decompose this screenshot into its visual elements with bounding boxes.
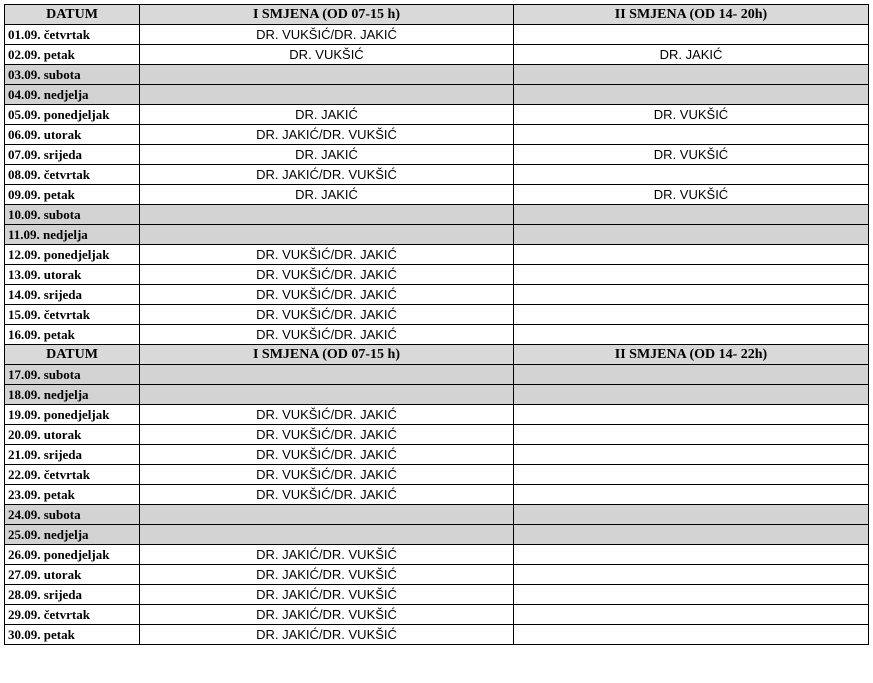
date-cell: 28.09. srijeda: [5, 585, 140, 605]
shift2-cell: [514, 225, 869, 245]
schedule-row: [5, 585, 869, 605]
schedule-row: [5, 165, 869, 185]
shift1-cell: DR. JAKIĆ/DR. VUKŠIĆ: [140, 625, 514, 645]
shift2-cell: [514, 465, 869, 485]
shift1-cell: [140, 365, 514, 385]
shift2-cell: [514, 325, 869, 345]
weekend-row: [5, 505, 869, 525]
header-row: [5, 345, 869, 365]
date-cell: 21.09. srijeda: [5, 445, 140, 465]
date-cell: 05.09. ponedjeljak: [5, 105, 140, 125]
shift1-cell: DR. JAKIĆ: [140, 185, 514, 205]
shift1-cell: DR. JAKIĆ/DR. VUKŠIĆ: [140, 565, 514, 585]
date-cell: 12.09. ponedjeljak: [5, 245, 140, 265]
date-cell: 18.09. nedjelja: [5, 385, 140, 405]
shift1-cell: DR. JAKIĆ: [140, 145, 514, 165]
shift1-cell: DR. VUKŠIĆ/DR. JAKIĆ: [140, 445, 514, 465]
schedule-row: [5, 545, 869, 565]
date-cell: 14.09. srijeda: [5, 285, 140, 305]
shift2-cell: [514, 525, 869, 545]
schedule-row: [5, 625, 869, 645]
schedule-row: [5, 465, 869, 485]
shift1-cell: [140, 505, 514, 525]
schedule-row: [5, 405, 869, 425]
schedule-row: [5, 605, 869, 625]
shift2-cell: DR. VUKŠIĆ: [514, 145, 869, 165]
date-cell: 08.09. četvrtak: [5, 165, 140, 185]
shift2-cell: [514, 605, 869, 625]
date-cell: 25.09. nedjelja: [5, 525, 140, 545]
schedule-row: [5, 245, 869, 265]
shift1-cell: DR. VUKŠIĆ/DR. JAKIĆ: [140, 285, 514, 305]
shift2-cell: [514, 285, 869, 305]
shift1-cell: DR. JAKIĆ/DR. VUKŠIĆ: [140, 605, 514, 625]
date-cell: 20.09. utorak: [5, 425, 140, 445]
shift2-cell: [514, 165, 869, 185]
shift2-cell: [514, 25, 869, 45]
schedule-row: [5, 25, 869, 45]
shift1-cell: DR. VUKŠIĆ: [140, 45, 514, 65]
shift1-cell: DR. JAKIĆ/DR. VUKŠIĆ: [140, 545, 514, 565]
shift2-cell: [514, 245, 869, 265]
date-cell: 01.09. četvrtak: [5, 25, 140, 45]
date-cell: 04.09. nedjelja: [5, 85, 140, 105]
date-cell: 02.09. petak: [5, 45, 140, 65]
date-cell: 30.09. petak: [5, 625, 140, 645]
shift2-cell: [514, 65, 869, 85]
schedule-body: [5, 5, 869, 645]
shift1-cell: DR. JAKIĆ/DR. VUKŠIĆ: [140, 585, 514, 605]
schedule-table: [4, 4, 869, 645]
date-cell: 27.09. utorak: [5, 565, 140, 585]
shift1-cell: DR. VUKŠIĆ/DR. JAKIĆ: [140, 245, 514, 265]
date-cell: 29.09. četvrtak: [5, 605, 140, 625]
shift1-cell: [140, 385, 514, 405]
shift2-cell: [514, 85, 869, 105]
shift2-cell: [514, 625, 869, 645]
schedule-row: [5, 285, 869, 305]
shift2-cell: [514, 205, 869, 225]
schedule-row: [5, 565, 869, 585]
shift2-cell: DR. VUKŠIĆ: [514, 105, 869, 125]
date-cell: 16.09. petak: [5, 325, 140, 345]
date-cell: 26.09. ponedjeljak: [5, 545, 140, 565]
date-cell: 03.09. subota: [5, 65, 140, 85]
shift2-cell: [514, 405, 869, 425]
schedule-row: [5, 265, 869, 285]
shift1-cell: DR. VUKŠIĆ/DR. JAKIĆ: [140, 485, 514, 505]
shift1-cell: [140, 225, 514, 245]
header-row: [5, 5, 869, 25]
shift1-cell: DR. VUKŠIĆ/DR. JAKIĆ: [140, 425, 514, 445]
column-header-shift2: II SMJENA (OD 14- 20h): [514, 5, 869, 25]
weekend-row: [5, 65, 869, 85]
shift2-cell: [514, 585, 869, 605]
weekend-row: [5, 365, 869, 385]
shift1-cell: [140, 85, 514, 105]
weekend-row: [5, 225, 869, 245]
shift1-cell: DR. VUKŠIĆ/DR. JAKIĆ: [140, 405, 514, 425]
column-header-shift2: II SMJENA (OD 14- 22h): [514, 345, 869, 365]
shift1-cell: DR. JAKIĆ/DR. VUKŠIĆ: [140, 165, 514, 185]
shift1-cell: DR. JAKIĆ/DR. VUKŠIĆ: [140, 125, 514, 145]
schedule-row: [5, 305, 869, 325]
column-header-shift1: I SMJENA (OD 07-15 h): [140, 345, 514, 365]
shift2-cell: [514, 365, 869, 385]
date-cell: 06.09. utorak: [5, 125, 140, 145]
schedule-row: [5, 145, 869, 165]
schedule-row: [5, 445, 869, 465]
date-cell: 19.09. ponedjeljak: [5, 405, 140, 425]
date-cell: 22.09. četvrtak: [5, 465, 140, 485]
date-cell: 11.09. nedjelja: [5, 225, 140, 245]
shift2-cell: [514, 445, 869, 465]
shift2-cell: [514, 305, 869, 325]
weekend-row: [5, 85, 869, 105]
date-cell: 13.09. utorak: [5, 265, 140, 285]
column-header-date: DATUM: [5, 5, 140, 25]
shift2-cell: [514, 545, 869, 565]
weekend-row: [5, 525, 869, 545]
shift2-cell: [514, 265, 869, 285]
weekend-row: [5, 205, 869, 225]
shift1-cell: [140, 205, 514, 225]
schedule-row: [5, 125, 869, 145]
shift1-cell: DR. VUKŠIĆ/DR. JAKIĆ: [140, 25, 514, 45]
shift1-cell: DR. VUKŠIĆ/DR. JAKIĆ: [140, 465, 514, 485]
date-cell: 09.09. petak: [5, 185, 140, 205]
shift1-cell: DR. VUKŠIĆ/DR. JAKIĆ: [140, 305, 514, 325]
shift2-cell: [514, 485, 869, 505]
date-cell: 10.09. subota: [5, 205, 140, 225]
date-cell: 07.09. srijeda: [5, 145, 140, 165]
shift2-cell: DR. VUKŠIĆ: [514, 185, 869, 205]
shift1-cell: DR. VUKŠIĆ/DR. JAKIĆ: [140, 265, 514, 285]
date-cell: 23.09. petak: [5, 485, 140, 505]
weekend-row: [5, 385, 869, 405]
shift2-cell: [514, 425, 869, 445]
shift2-cell: [514, 125, 869, 145]
column-header-date: DATUM: [5, 345, 140, 365]
shift1-cell: DR. VUKŠIĆ/DR. JAKIĆ: [140, 325, 514, 345]
shift2-cell: [514, 385, 869, 405]
shift2-cell: [514, 505, 869, 525]
shift2-cell: DR. JAKIĆ: [514, 45, 869, 65]
date-cell: 24.09. subota: [5, 505, 140, 525]
shift1-cell: [140, 525, 514, 545]
shift2-cell: [514, 565, 869, 585]
shift1-cell: [140, 65, 514, 85]
schedule-row: [5, 425, 869, 445]
schedule-row: [5, 105, 869, 125]
column-header-shift1: I SMJENA (OD 07-15 h): [140, 5, 514, 25]
schedule-row: [5, 45, 869, 65]
date-cell: 17.09. subota: [5, 365, 140, 385]
schedule-row: [5, 325, 869, 345]
schedule-row: [5, 185, 869, 205]
shift1-cell: DR. JAKIĆ: [140, 105, 514, 125]
date-cell: 15.09. četvrtak: [5, 305, 140, 325]
schedule-row: [5, 485, 869, 505]
